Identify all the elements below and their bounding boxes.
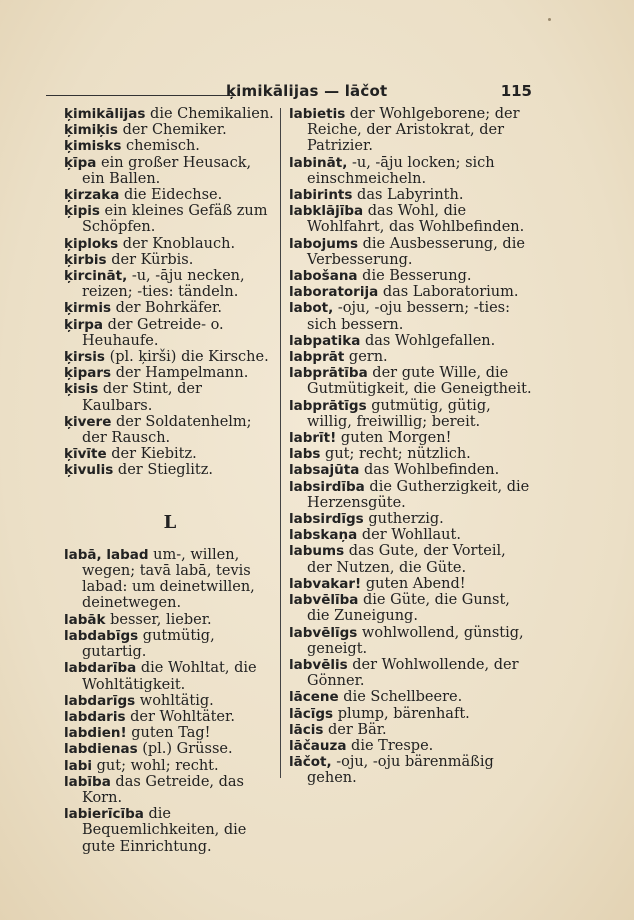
dictionary-entry	[64, 774, 276, 806]
headword: labierīcība	[64, 806, 144, 823]
definition: wohltätig.	[139, 692, 214, 709]
definition: das Gute, der Vorteil, der Nutzen, die Güte.	[307, 543, 506, 576]
definition: das Wohlgefallen.	[364, 332, 496, 349]
headword: labsirdīgs	[289, 511, 364, 528]
headword: ķivere	[64, 413, 112, 430]
dictionary-entry	[64, 446, 276, 462]
right-column	[289, 106, 535, 787]
dictionary-entry	[64, 709, 276, 725]
headword: labi	[64, 757, 93, 774]
dictionary-entry	[289, 203, 535, 235]
headword: labot,	[289, 300, 334, 317]
definition: um-, willen, wegen; tavā labā, tevis labad: um deinetwillen, deinetwegen.	[82, 546, 255, 612]
dictionary-entry	[64, 628, 276, 660]
definition: der Knoblauch.	[122, 235, 236, 252]
dictionary-entry	[64, 365, 276, 381]
headword: labprātība	[289, 365, 368, 382]
dictionary-entry	[64, 317, 276, 349]
headword: ķimikālijas	[64, 106, 146, 122]
headword: ķirzaka	[64, 187, 120, 204]
dictionary-entry	[289, 333, 535, 349]
definition: wohlwollend, günstig, geneigt.	[307, 624, 524, 657]
definition: der Wohltäter.	[130, 708, 235, 725]
headword: ķiploks	[64, 235, 119, 252]
headword: labs	[289, 446, 321, 463]
definition: der Hampelmann.	[115, 365, 249, 382]
dictionary-entry	[289, 349, 535, 365]
definition: das Wohl, die Wohlfahrt, das Wohlbefinden.	[307, 203, 525, 236]
headword: labklājība	[289, 203, 364, 220]
headword: labrīt!	[289, 430, 337, 447]
definition: der gute Wille, die Gutmütigkeit, die Geneigtheit.	[307, 365, 532, 398]
headword: ķipars	[64, 365, 112, 382]
definition: der Soldatenhelm; der Rausch.	[82, 413, 252, 447]
dictionary-entry	[289, 398, 535, 430]
dictionary-entry	[64, 381, 276, 413]
dictionary-entry	[64, 547, 276, 612]
headword: ķimisks	[64, 138, 122, 155]
dictionary-entry	[289, 722, 535, 738]
definition: das Laboratorium.	[382, 284, 519, 301]
headword: ķīvīte	[64, 446, 107, 463]
headword: labdien!	[64, 725, 127, 742]
dictionary-entry	[289, 511, 535, 527]
headword: labskaņa	[289, 527, 358, 544]
definition: die Schellbeere.	[343, 689, 463, 706]
definition: der Getreide- o. Heuhaufe.	[82, 316, 224, 349]
dictionary-entry	[64, 414, 276, 446]
definition: ein großer Heusack, ein Ballen.	[82, 154, 252, 187]
entries-l-left	[64, 547, 276, 855]
dictionary-entry	[289, 543, 535, 575]
headword: labināt,	[289, 154, 348, 171]
headword: labdienas	[64, 741, 138, 758]
dictionary-entry	[64, 106, 276, 122]
headword: ķimiķis	[64, 122, 118, 139]
headword: labdaris	[64, 708, 126, 725]
definition: guten Tag!	[131, 725, 211, 742]
dictionary-entry	[64, 612, 276, 628]
headword: lācīgs	[289, 705, 334, 722]
definition: das Getreide, das Korn.	[82, 773, 244, 806]
dictionary-entry	[289, 689, 535, 705]
dictionary-entry	[289, 300, 535, 332]
headword: labvēlība	[289, 592, 359, 609]
definition: guten Abend!	[365, 575, 466, 592]
headword: laboratorija	[289, 284, 379, 301]
dictionary-entry	[289, 236, 535, 268]
dictionary-entry	[289, 446, 535, 462]
headword: lāčauza	[289, 737, 347, 754]
definition: -u, -āju locken; sich einschmeicheln.	[307, 154, 495, 187]
dictionary-entry	[289, 592, 535, 624]
header-rule	[46, 95, 236, 96]
definition: der Kiebitz.	[111, 446, 197, 463]
dictionary-entry	[64, 236, 276, 252]
dictionary-entry	[289, 625, 535, 657]
dictionary-entry	[289, 738, 535, 754]
headword: labā, labad	[64, 546, 149, 563]
definition: die Bequemlichkeiten, die gute Einrichtung.	[82, 806, 247, 855]
definition: der Wohlgeborene; der Reiche, der Aristokrat, der Patrizier.	[307, 106, 520, 155]
dictionary-entry	[289, 155, 535, 187]
definition: -oju, -oju bärenmäßig gehen.	[307, 754, 494, 787]
headword: labošana	[289, 268, 358, 285]
definition: gern.	[348, 349, 388, 366]
definition: -oju, -oju bessern; -ties: sich bessern.	[307, 300, 510, 333]
dictionary-entry	[64, 741, 276, 757]
left-column	[64, 106, 276, 855]
definition: der Bohrkäfer.	[115, 300, 222, 317]
dictionary-entry	[64, 268, 276, 300]
definition: die Trespe.	[351, 737, 434, 754]
dictionary-entry	[289, 430, 535, 446]
paper-speck	[548, 18, 551, 21]
definition: ein kleines Gefäß zum Schöpfen.	[82, 203, 268, 236]
definition: gut; recht; nützlich.	[325, 446, 471, 463]
definition: plump, bärenhaft.	[337, 705, 470, 722]
definition: die Ausbesserung, die Verbesserung.	[307, 235, 525, 268]
definition: der Bär.	[328, 721, 387, 738]
definition: der Kürbis.	[111, 251, 194, 268]
dictionary-entry	[64, 203, 276, 235]
definition: das Labyrinth.	[357, 187, 464, 204]
headword: ķīpa	[64, 154, 97, 171]
headword: labsirdība	[289, 478, 365, 495]
definition: (pl. ķirši) die Kirsche.	[109, 349, 269, 366]
definition: gutherzig.	[368, 511, 444, 528]
definition: besser, lieber.	[110, 611, 212, 628]
dictionary-entry	[64, 693, 276, 709]
dictionary-entry	[64, 349, 276, 365]
dictionary-entry	[64, 300, 276, 316]
definition: das Wohlbefinden.	[363, 462, 500, 479]
dictionary-entry	[289, 479, 535, 511]
dictionary-entry	[289, 527, 535, 543]
headword: labvēlis	[289, 656, 348, 673]
headword: lāčot,	[289, 754, 332, 771]
headword: ķircināt,	[64, 268, 128, 285]
headword: labdabīgs	[64, 627, 139, 644]
definition: der Wohlwollende, der Gönner.	[307, 656, 519, 690]
header-title: ķimikālijas — lāčot	[226, 82, 388, 100]
dictionary-entry	[64, 758, 276, 774]
section-letter: L	[163, 511, 177, 533]
definition: guten Morgen!	[340, 430, 452, 447]
headword: ķirpa	[64, 316, 104, 333]
dictionary-entry	[289, 187, 535, 203]
definition: der Wohllaut.	[361, 527, 461, 544]
headword: ķisis	[64, 381, 99, 398]
headword: labpatika	[289, 332, 361, 349]
dictionary-entry	[64, 122, 276, 138]
headword: ķirmis	[64, 300, 111, 317]
entries-l-right	[289, 106, 535, 787]
dictionary-entry	[289, 365, 535, 397]
definition: die Güte, die Gunst, die Zuneigung.	[307, 592, 510, 625]
headword: labums	[289, 543, 345, 560]
running-header	[46, 82, 534, 104]
definition: die Besserung.	[362, 268, 472, 285]
definition: -u, -āju necken, reizen; -ties: tändeln.	[82, 268, 245, 301]
headword: labāk	[64, 611, 106, 628]
dictionary-entry	[289, 706, 535, 722]
definition: gutmütig, gütig, willig, freiwillig; bereit.	[307, 397, 491, 430]
headword: ķivulis	[64, 462, 114, 479]
headword: labprāt	[289, 349, 345, 366]
headword: lācene	[289, 689, 339, 706]
dictionary-entry	[64, 252, 276, 268]
dictionary-entry	[289, 284, 535, 300]
dictionary-entry	[289, 106, 535, 155]
headword: labietis	[289, 106, 346, 122]
definition: gut; wohl; recht.	[96, 757, 219, 774]
definition: die Chemikalien.	[150, 106, 274, 122]
definition: (pl.) Grüsse.	[142, 741, 233, 758]
dictionary-entry	[289, 657, 535, 689]
headword: labība	[64, 773, 111, 790]
headword: labvēlīgs	[289, 624, 358, 641]
headword: ķirsis	[64, 349, 105, 366]
dictionary-entry	[64, 138, 276, 154]
definition: chemisch.	[125, 138, 200, 155]
headword: ķirbis	[64, 251, 107, 268]
dictionary-entry	[64, 187, 276, 203]
dictionary-entry	[289, 754, 535, 786]
headword: labojums	[289, 235, 359, 252]
definition: die Gutherzigkeit, die Herzensgüte.	[307, 478, 530, 511]
dictionary-entry	[289, 268, 535, 284]
dictionary-entry	[289, 462, 535, 478]
dictionary-entry	[64, 725, 276, 741]
entries-k	[64, 106, 276, 479]
column-divider	[280, 108, 281, 778]
headword: labdarīgs	[64, 692, 136, 709]
definition: der Stieglitz.	[117, 462, 213, 479]
definition: der Stint, der Kaulbars.	[82, 381, 202, 414]
definition: die Eidechse.	[123, 187, 223, 204]
headword: labvakar!	[289, 575, 362, 592]
headword: lācis	[289, 721, 324, 738]
definition: der Chemiker.	[122, 122, 227, 139]
dictionary-entry	[289, 576, 535, 592]
definition: gutmütig, gutartig.	[82, 627, 215, 661]
headword: ķipis	[64, 203, 100, 220]
dictionary-entry	[64, 806, 276, 855]
headword: labdarība	[64, 660, 137, 677]
dictionary-entry	[64, 462, 276, 478]
definition: die Wohltat, die Wohltätigkeit.	[82, 660, 257, 693]
page-number: 115	[500, 82, 532, 100]
headword: labprātīgs	[289, 397, 367, 414]
dictionary-entry	[64, 155, 276, 187]
dictionary-entry	[64, 660, 276, 692]
headword: labsajūta	[289, 462, 360, 479]
headword: labirints	[289, 187, 353, 204]
